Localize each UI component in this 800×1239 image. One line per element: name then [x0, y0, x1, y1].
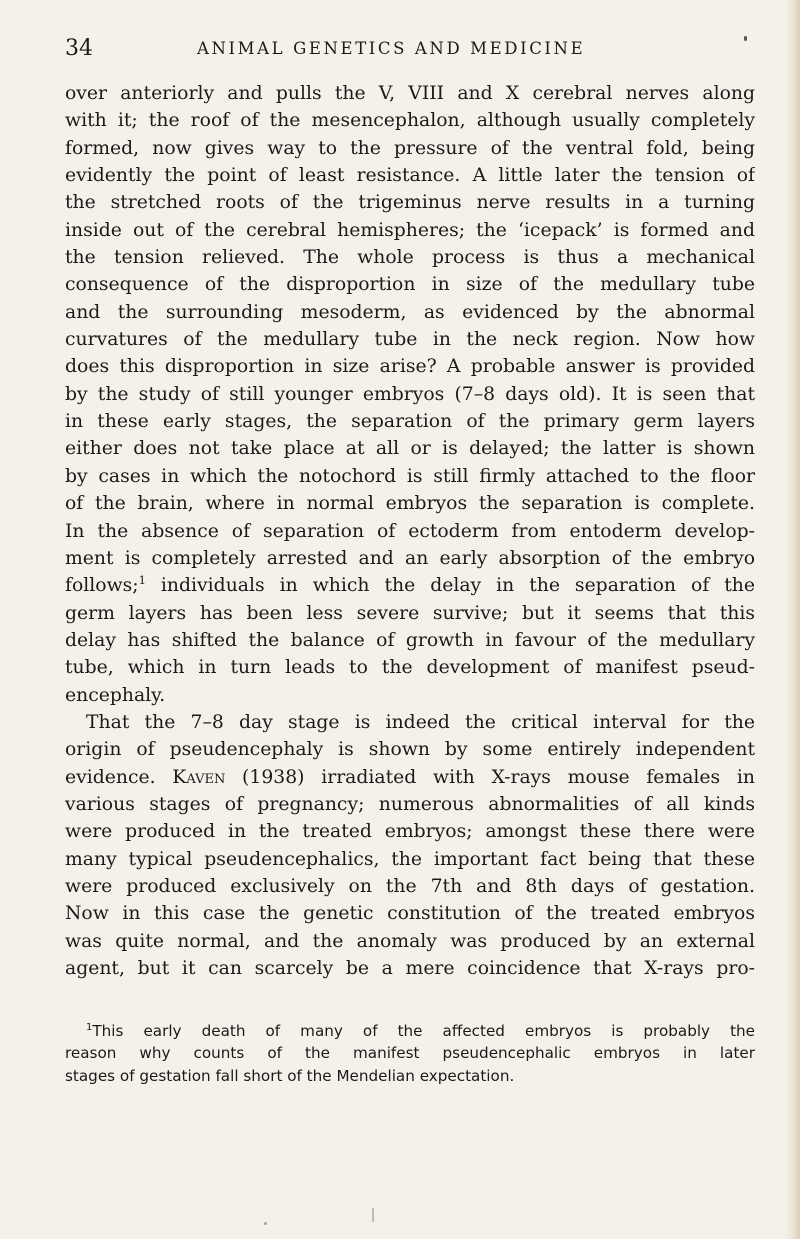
text-fragment: (1938) irradiated with X-rays mouse females in — [225, 766, 755, 788]
footnote-line: stages of gestation fall short of the Mendelian expectation. — [65, 1066, 515, 1085]
text-line: of the brain, where in normal embryos the separation is complete. — [65, 493, 755, 515]
footnote-line: reason why counts of the manifest pseudencephalic embryos in later — [65, 1044, 755, 1063]
text-line: were produced exclusively on the 7th and 8th days of gestation. — [65, 875, 755, 897]
text-line-with-citation — [65, 764, 755, 791]
text-fragment: evidence. — [65, 766, 173, 788]
text-line: evidently the point of least resistance. A little later the tension of — [65, 165, 755, 187]
text-line: in these early stages, the separation of the primary germ layers — [65, 411, 755, 433]
text-line: tube, which in turn leads to the development of manifest pseud- — [65, 657, 755, 679]
text-line: ment is completely arrested and an early absorption of the embryo — [65, 547, 755, 569]
text-line: by cases in which the notochord is still firmly attached to the floor — [65, 465, 755, 487]
text-line: by the study of still younger embryos (7–8 days old). It is seen that — [65, 383, 755, 405]
print-speck — [264, 1222, 267, 1225]
footnote — [65, 1020, 755, 1087]
text-line: and the surrounding mesoderm, as evidenced by the abnormal — [65, 301, 755, 323]
print-speck — [372, 1208, 374, 1222]
text-line: encephaly. — [65, 684, 166, 706]
text-fragment: This early death of many of the affected embryos is probably the — [92, 1022, 755, 1040]
page-edge-shadow — [786, 0, 800, 1239]
print-speck — [744, 36, 747, 41]
text-line: were produced in the treated embryos; amongst these there were — [65, 821, 755, 843]
text-line: over anteriorly and pulls the V, VIII and X cerebral nerves along — [65, 83, 755, 104]
text-line: with it; the roof of the mesencephalon, although usually completely — [65, 110, 755, 132]
text-line: does this disproportion in size arise? A probable answer is provided — [65, 356, 755, 378]
paragraph-first-line: That the 7–8 day stage is indeed the critical interval for the — [86, 711, 755, 733]
text-line: Now in this case the genetic constitution of the treated embryos — [65, 903, 755, 925]
text-line: delay has shifted the balance of growth in favour of the medullary — [65, 629, 755, 651]
text-line-with-footnote-ref — [65, 572, 755, 599]
text-line: many typical pseudencephalics, the important fact being that these — [65, 848, 755, 870]
page-number: 34 — [65, 36, 93, 61]
text-line: agent, but it can scarcely be a mere coincidence that X-rays pro- — [65, 958, 755, 979]
text-line: consequence of the disproportion in size of the medullary tube — [65, 274, 755, 296]
text-line: germ layers has been less severe survive; but it seems that this — [65, 602, 755, 624]
text-line: either does not take place at all or is delayed; the latter is shown — [65, 438, 755, 460]
page-header — [65, 34, 755, 66]
text-fragment: follows; — [65, 575, 139, 597]
text-line: In the absence of separation of ectoderm from entoderm develop- — [65, 520, 755, 542]
text-line: was quite normal, and the anomaly was produced by an external — [65, 930, 755, 952]
text-line: origin of pseudencephaly is shown by some entirely independent — [65, 739, 755, 761]
text-line: various stages of pregnancy; numerous abnormalities of all kinds — [65, 793, 755, 815]
cited-author: Kaven — [172, 766, 226, 788]
text-line: the tension relieved. The whole process is thus a mechanical — [65, 247, 755, 269]
body-text — [65, 80, 755, 982]
text-line: inside out of the cerebral hemispheres; the ‘icepack’ is formed and — [65, 219, 755, 241]
text-line: the stretched roots of the trigeminus nerve results in a turning — [65, 192, 755, 214]
running-head: ANIMAL GENETICS AND MEDICINE — [197, 39, 586, 58]
footnote-line — [65, 1020, 755, 1042]
text-fragment: individuals in which the delay in the separation of the — [145, 575, 755, 597]
text-line: formed, now gives way to the pressure of the ventral fold, being — [65, 137, 755, 159]
footnote-marker: 1 — [86, 1022, 93, 1033]
footnote-reference: 1 — [138, 573, 146, 588]
text-line: curvatures of the medullary tube in the neck region. Now how — [65, 329, 755, 351]
